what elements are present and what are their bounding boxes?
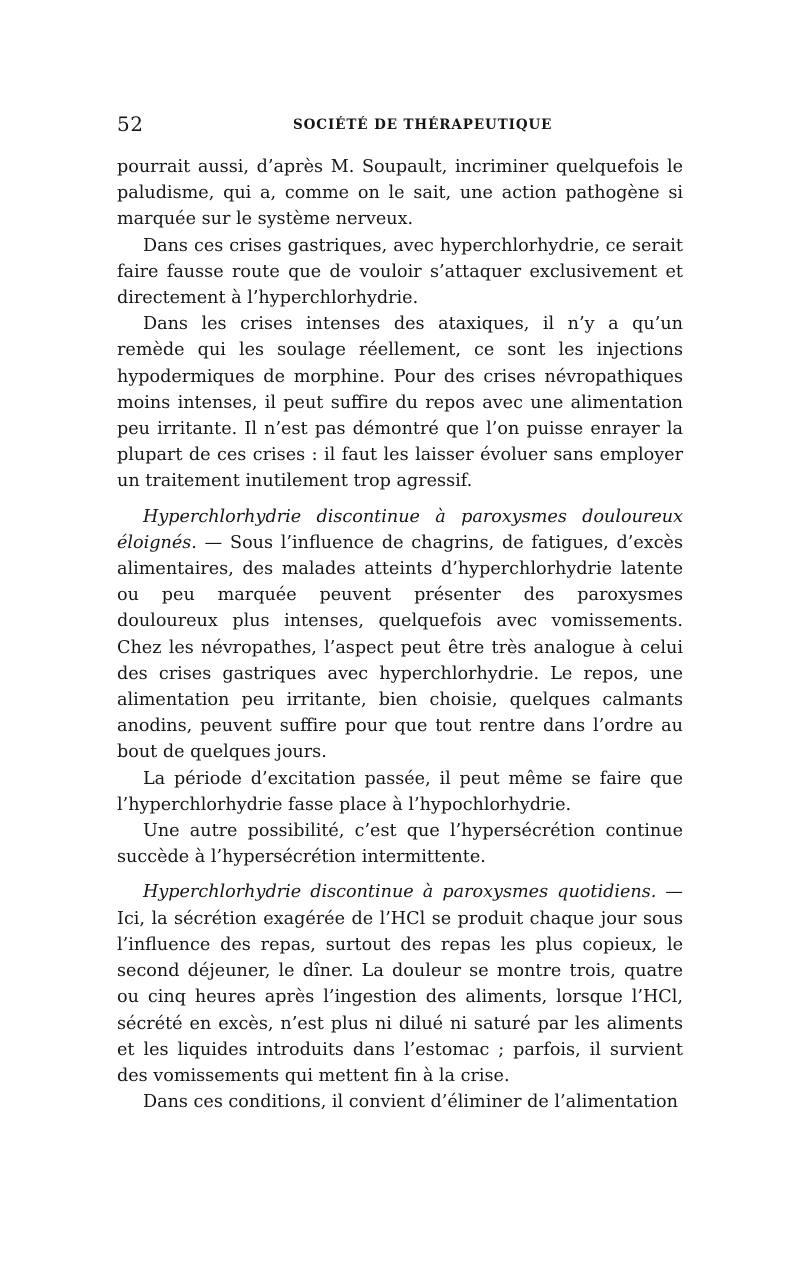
book-page [117, 112, 683, 1115]
paragraph: Dans ces crises gastriques, avec hyperchlorhydrie, ce serait faire fausse route que de vouloir s’attaquer exclusivement et directement à l’hyperchlorhydrie. [117, 235, 683, 309]
paragraph: Dans les crises intenses des ataxiques, il n’y a qu’un remède qui les soulage réellement, ce sont les injections hypodermiques de morphine. Pour des crises névropathiques moins intenses, il peut suffire du repos avec une alimentation peu irritante. Il n’est pas démontré que l’on puisse enrayer la plupart de ces crises : il faut les laisser évoluer sans employer un traitement inutilement trop agressif. [117, 314, 683, 492]
page-number: 52 [117, 112, 144, 136]
section-paragraph: Hyperchlorhydrie discontinue à paroxysmes quotidiens. — Ici, la sécrétion exagérée de l’HCl se produit chaque jour sous l’influence des repas, surtout des repas les plus copieux, le second déjeuner, le dîner. La douleur se montre trois, quatre ou cinq heures après l’ingestion des aliments, lorsque l’HCl, sécrété en excès, n’est plus ni dilué ni saturé par les aliments et les liquides introduits dans l’estomac ; parfois, il survient des vomissements qui mettent fin à la crise. [117, 882, 683, 1086]
body-text [117, 154, 683, 1115]
section-heading: Hyperchlorhydrie discontinue à paroxysmes quotidiens. [143, 882, 657, 903]
paragraph: La période d’excitation passée, il peut même se faire que l’hyperchlorhydrie fasse place à l’hypochlorhydrie. [117, 768, 683, 815]
paragraph: Dans ces conditions, il convient d’éliminer de l’alimentation [143, 1092, 678, 1113]
paragraph: Une autre possibilité, c’est que l’hypersécrétion continue succède à l’hypersécrétion intermittente. [117, 821, 683, 868]
paragraph: pourrait aussi, d’après M. Soupault, incriminer quelquefois le paludisme, qui a, comme on le sait, une action pathogène si marquée sur le système nerveux. [117, 157, 683, 230]
running-title: SOCIÉTÉ DE THÉRAPEUTIQUE [293, 117, 553, 133]
section-heading: Hyperchlorhydrie discontinue à paroxysmes douloureux éloignés. [117, 506, 683, 553]
page-header [117, 112, 683, 142]
section-paragraph: Hyperchlorhydrie discontinue à paroxysmes douloureux éloignés. — Sous l’influence de chagrins, de fatigues, d’excès alimentaires, des malades atteints d’hyperchlorhydrie latente ou peu marquée peuvent présenter des paroxysmes douloureux plus intenses, quelquefois avec vomissements. Chez les névropathes, l’aspect peut être très analogue à celui des crises gastriques avec hyperchlorhydrie. Le repos, une alimentation peu irritante, bien choisie, quelques calmants anodins, peuvent suffire pour que tout rentre dans l’ordre au bout de quelques jours. [117, 506, 683, 763]
